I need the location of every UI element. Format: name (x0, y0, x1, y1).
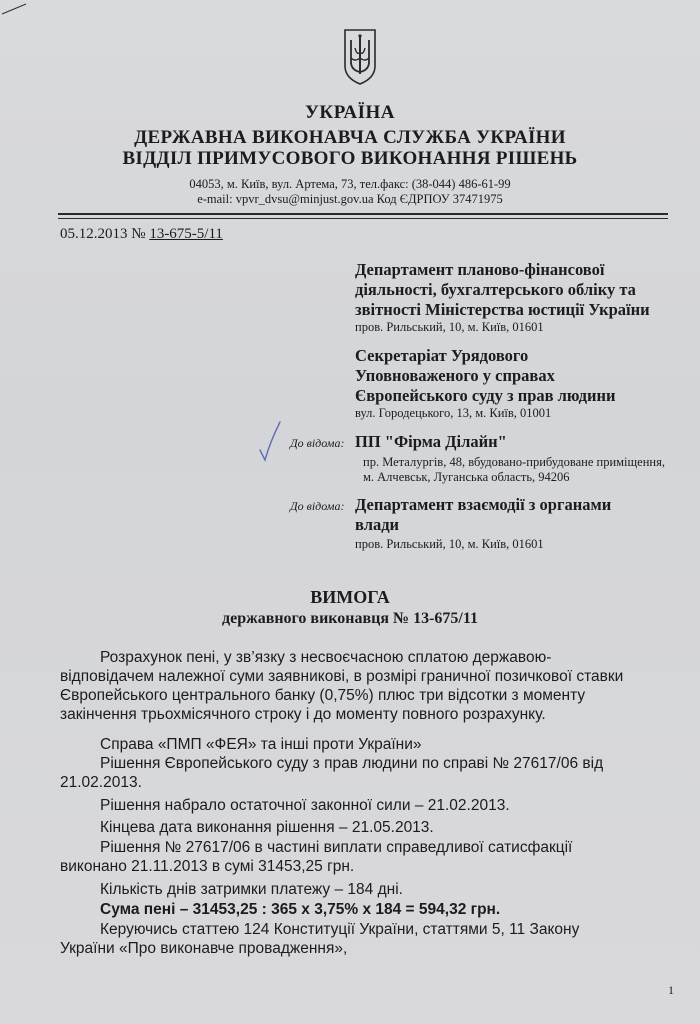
document-number: 13-675-5/11 (149, 226, 223, 242)
paragraph-line: 21.02.2013. (60, 774, 142, 791)
paragraph-final-date: Рішення набрало остаточної законної сили – 21.02.2013. (100, 797, 510, 814)
paragraph-judgment (60, 754, 680, 792)
paragraph-line: Рішення Європейського суду з прав людини по справі № 27617/06 від (100, 755, 604, 772)
corner-scratch-mark (0, 0, 40, 20)
document-title: ВИМОГА (310, 587, 390, 607)
for-information-label: До відома: (290, 499, 345, 513)
paragraph-line: Керуючись статтею 124 Конституції України, статтями 5, 11 Закону (100, 921, 580, 938)
paragraph-line: Європейського центрального банку (0,75%) плюс три відсотки з моменту (60, 687, 586, 704)
paragraph-deadline: Кінцева дата виконання рішення – 21.05.2013. (100, 819, 434, 836)
paragraph-calculation (60, 648, 680, 724)
document-date: 05.12.2013 (60, 226, 128, 242)
paragraph-line: Рішення № 27617/06 в частині виплати справедливої сатисфакції (100, 839, 573, 856)
recipient-block (355, 260, 685, 335)
recipient-name-line: діяльності, бухгалтерського обліку та (355, 280, 636, 299)
recipient-name-line: Уповноваженого у справах (355, 366, 555, 385)
paragraph-line: Розрахунок пені, у зв’язку з несвоєчасною сплатою державою- (100, 649, 552, 666)
recipient-address-block (363, 455, 683, 485)
recipient-name-line: Європейського суду з прав людини (355, 386, 616, 405)
page-number: 1 (668, 983, 674, 997)
document-reference (60, 226, 223, 243)
recipient-block (355, 432, 685, 452)
recipient-name-line: Департамент планово-фінансової (355, 260, 605, 279)
paragraph-line: відповідачем належної суми заявникові, в розмірі граничної позичкової ставки (60, 668, 624, 685)
recipient-address: вул. Городецького, 13, м. Київ, 01001 (355, 406, 552, 420)
handwritten-checkmark-icon (258, 420, 282, 462)
recipient-address: пров. Рильський, 10, м. Київ, 01601 (355, 320, 544, 334)
for-information-label: До відома: (290, 436, 345, 450)
paragraph-line: України «Про виконавче провадження», (60, 940, 348, 957)
recipient-address: пр. Металургів, 48, вбудовано-прибудоване приміщення, (363, 455, 665, 469)
trident-coat-of-arms-icon (343, 28, 377, 86)
recipient-name-line: Секретаріат Урядового (355, 346, 529, 365)
recipient-address: пров. Рильський, 10, м. Київ, 01601 (355, 537, 544, 551)
recipient-name-line: влади (355, 515, 400, 534)
recipient-address: м. Алчевськ, Луганська область, 94206 (363, 470, 570, 484)
recipient-name-line: Департамент взаємодії з органами (355, 495, 612, 514)
header-email: e-mail: vpvr_dvsu@minjust.gov.ua Код ЄДРПОУ 37471975 (197, 192, 503, 206)
document-subtitle: державного виконавця № 13-675/11 (222, 610, 478, 627)
header-address: 04053, м. Київ, вул. Артема, 73, тел.факс: (38-044) 486-61-99 (189, 177, 511, 191)
paragraph-case: Справа «ПМП «ФЕЯ» та інші проти України» (100, 736, 422, 753)
header-rule-thin (58, 218, 668, 219)
header-country: УКРАЇНА (304, 102, 395, 123)
recipient-name-line: звітності Міністерства юстиції України (355, 300, 650, 319)
paragraph-line: закінчення трьохмісячного строку і до моменту повного розрахунку. (60, 706, 546, 723)
paragraph-legal-basis (60, 920, 680, 958)
header-rule-thick (58, 213, 668, 215)
header-division: ВІДДІЛ ПРИМУСОВОГО ВИКОНАННЯ РІШЕНЬ (122, 148, 578, 169)
paragraph-penalty-sum: Сума пені – 31453,25 : 365 х 3,75% х 184 = 594,32 грн. (100, 901, 501, 918)
paragraph-execution (60, 838, 680, 876)
paragraph-delay-days: Кількість днів затримки платежу – 184 дні. (100, 881, 403, 898)
header-service: ДЕРЖАВНА ВИКОНАВЧА СЛУЖБА УКРАЇНИ (134, 127, 566, 148)
recipient-block (355, 346, 685, 421)
recipient-name-line: ПП "Фірма Ділайн" (355, 432, 507, 451)
paragraph-line: виконано 21.11.2013 в сумі 31453,25 грн. (60, 858, 355, 875)
document-number-prefix: № (131, 226, 146, 242)
recipient-block (355, 495, 685, 552)
